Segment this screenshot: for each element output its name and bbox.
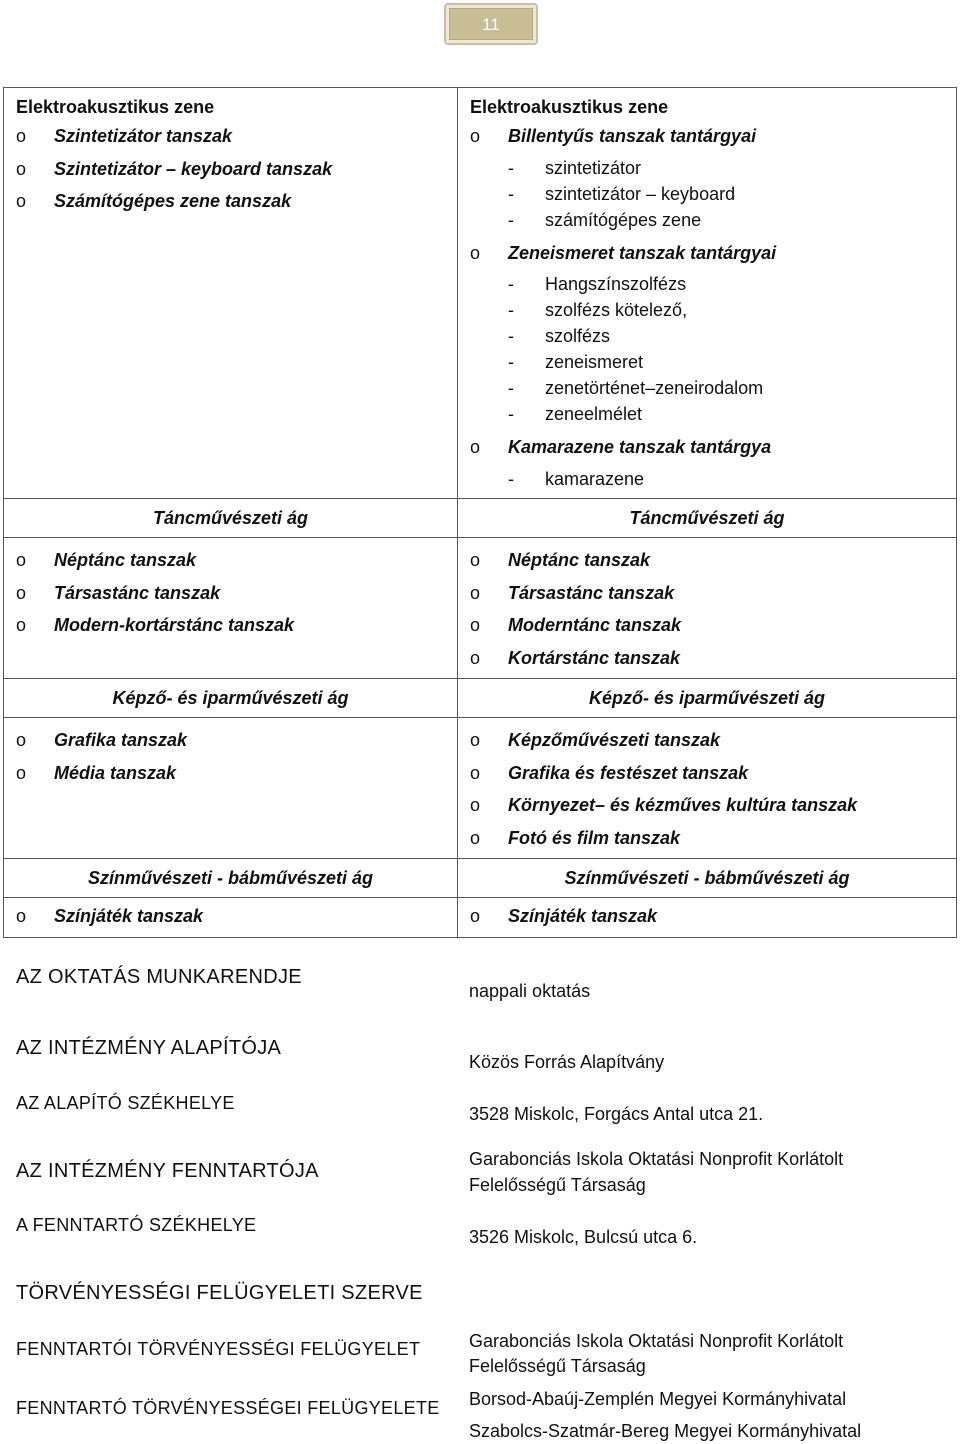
group-kamarazene-subjects bbox=[508, 466, 946, 492]
list-item: o Grafika és festészet tanszak bbox=[470, 762, 749, 783]
arts-right-cell bbox=[458, 718, 957, 859]
fenntarto-felugyelete-value-2: Szabolcs-Szatmár-Bereg Megyei Kormányhivatal bbox=[469, 1421, 862, 1441]
alapito-szekhely-value: 3528 Miskolc, Forgács Antal utca 21. bbox=[469, 1104, 764, 1124]
fenntarto-felugyelete-label: FENNTARTÓ TÖRVÉNYESSÉGEI FELÜGYELETE bbox=[16, 1398, 440, 1418]
list-item: o Grafika tanszak bbox=[16, 730, 188, 750]
group-zeneismeret: o Zeneismeret tanszak tantárgyai bbox=[470, 242, 777, 263]
fenntartoi-label: FENNTARTÓI TÖRVÉNYESSÉGI FELÜGYELET bbox=[16, 1339, 421, 1359]
list-item: - szolfézs kötelező, bbox=[508, 300, 688, 320]
theatre-row bbox=[4, 898, 957, 938]
list-item: o Néptánc tanszak bbox=[470, 550, 651, 570]
theatre-heading-right: Színművészeti - bábművészeti ág bbox=[458, 859, 957, 898]
arts-heading-row bbox=[4, 679, 957, 718]
music-left-title: Elektroakusztikus zene bbox=[16, 97, 215, 117]
dance-right-cell bbox=[458, 538, 957, 679]
list-item: - szintetizátor bbox=[508, 157, 642, 178]
fenntarto-szekhely-label: A FENNTARTÓ SZÉKHELYE bbox=[16, 1215, 257, 1235]
fenntarto-label: AZ INTÉZMÉNY FENNTARTÓJA bbox=[16, 1160, 319, 1182]
group-billentyus: o Billentyűs tanszak tantárgyai bbox=[470, 126, 757, 146]
list-item: o Szintetizátor – keyboard tanszak bbox=[16, 158, 333, 179]
list-item: o Média tanszak bbox=[16, 762, 177, 783]
list-item: o Színjáték tanszak bbox=[470, 906, 658, 926]
page-number-badge bbox=[444, 3, 538, 45]
torvenyessegi-label: TÖRVÉNYESSÉGI FELÜGYELETI SZERVE bbox=[16, 1282, 423, 1304]
dance-heading-row bbox=[4, 499, 957, 538]
dance-heading-right: Táncművészeti ág bbox=[458, 499, 957, 538]
list-item: - kamarazene bbox=[508, 468, 645, 489]
list-item: o Környezet– és kézműves kultúra tanszak bbox=[470, 795, 858, 815]
music-right-cell bbox=[458, 88, 957, 499]
list-item: o Moderntánc tanszak bbox=[470, 615, 682, 635]
list-item: - számítógépes zene bbox=[508, 209, 702, 230]
group-kamarazene: o Kamarazene tanszak tantárgya bbox=[470, 437, 772, 457]
arts-heading-right: Képző- és iparművészeti ág bbox=[458, 679, 957, 718]
arts-left-cell bbox=[4, 718, 458, 859]
music-left-cell bbox=[4, 88, 458, 499]
list-item: o Társastánc tanszak bbox=[16, 582, 221, 603]
alapito-label: AZ INTÉZMÉNY ALAPÍTÓJA bbox=[16, 1037, 282, 1059]
fenntartoi-value-1: Garabonciás Iskola Oktatási Nonprofit Korlátolt bbox=[469, 1331, 844, 1351]
alapito-value: Közös Forrás Alapítvány bbox=[469, 1052, 665, 1072]
list-item: - Hangszínszolfézs bbox=[508, 274, 687, 294]
list-item: o Színjáték tanszak bbox=[16, 906, 204, 926]
list-item: o Számítógépes zene tanszak bbox=[16, 191, 292, 211]
group-zeneismeret-subjects bbox=[508, 271, 946, 427]
fenntarto-felugyelete-value-1: Borsod-Abaúj-Zemplén Megyei Kormányhivatal bbox=[469, 1389, 847, 1409]
dance-row bbox=[4, 538, 957, 679]
theatre-left-cell bbox=[4, 898, 458, 938]
list-item: o Képzőművészeti tanszak bbox=[470, 730, 721, 750]
list-item: o Társastánc tanszak bbox=[470, 582, 675, 603]
theatre-heading-left: Színművészeti - bábművészeti ág bbox=[4, 859, 458, 898]
list-item: o Fotó és film tanszak bbox=[470, 827, 681, 848]
dance-left-cell bbox=[4, 538, 458, 679]
music-right-title: Elektroakusztikus zene bbox=[470, 97, 669, 117]
list-item: - szolfézs bbox=[508, 326, 611, 346]
list-item: o Szintetizátor tanszak bbox=[16, 126, 233, 146]
fenntarto-value-2: Felelősségű Társaság bbox=[469, 1175, 646, 1195]
department-table bbox=[3, 87, 957, 938]
list-item: - zeneelmélet bbox=[508, 404, 643, 424]
arts-heading-left: Képző- és iparművészeti ág bbox=[4, 679, 458, 718]
list-item: o Modern-kortárstánc tanszak bbox=[16, 615, 295, 635]
list-item: - szintetizátor – keyboard bbox=[508, 183, 736, 204]
munkarend-value: nappali oktatás bbox=[469, 981, 591, 1001]
theatre-heading-row bbox=[4, 859, 957, 898]
fenntarto-value-1: Garabonciás Iskola Oktatási Nonprofit Korlátolt bbox=[469, 1149, 844, 1169]
alapito-szekhely-label: AZ ALAPÍTÓ SZÉKHELYE bbox=[16, 1093, 235, 1113]
theatre-right-cell bbox=[458, 898, 957, 938]
dance-heading-left: Táncművészeti ág bbox=[4, 499, 458, 538]
arts-row bbox=[4, 718, 957, 859]
munkarend-label: AZ OKTATÁS MUNKARENDJE bbox=[16, 966, 302, 988]
music-row bbox=[4, 88, 957, 499]
fenntartoi-value-2: Felelősségű Társaság bbox=[469, 1356, 646, 1376]
list-item: o Néptánc tanszak bbox=[16, 550, 197, 570]
list-item: - zenetörténet–zeneirodalom bbox=[508, 378, 764, 398]
list-item: o Kortárstánc tanszak bbox=[470, 647, 681, 668]
page-number: 11 bbox=[449, 8, 533, 40]
list-item: - zeneismeret bbox=[508, 352, 644, 372]
group-billentyus-subjects bbox=[508, 155, 946, 233]
fenntarto-szekhely-value: 3526 Miskolc, Bulcsú utca 6. bbox=[469, 1227, 698, 1247]
